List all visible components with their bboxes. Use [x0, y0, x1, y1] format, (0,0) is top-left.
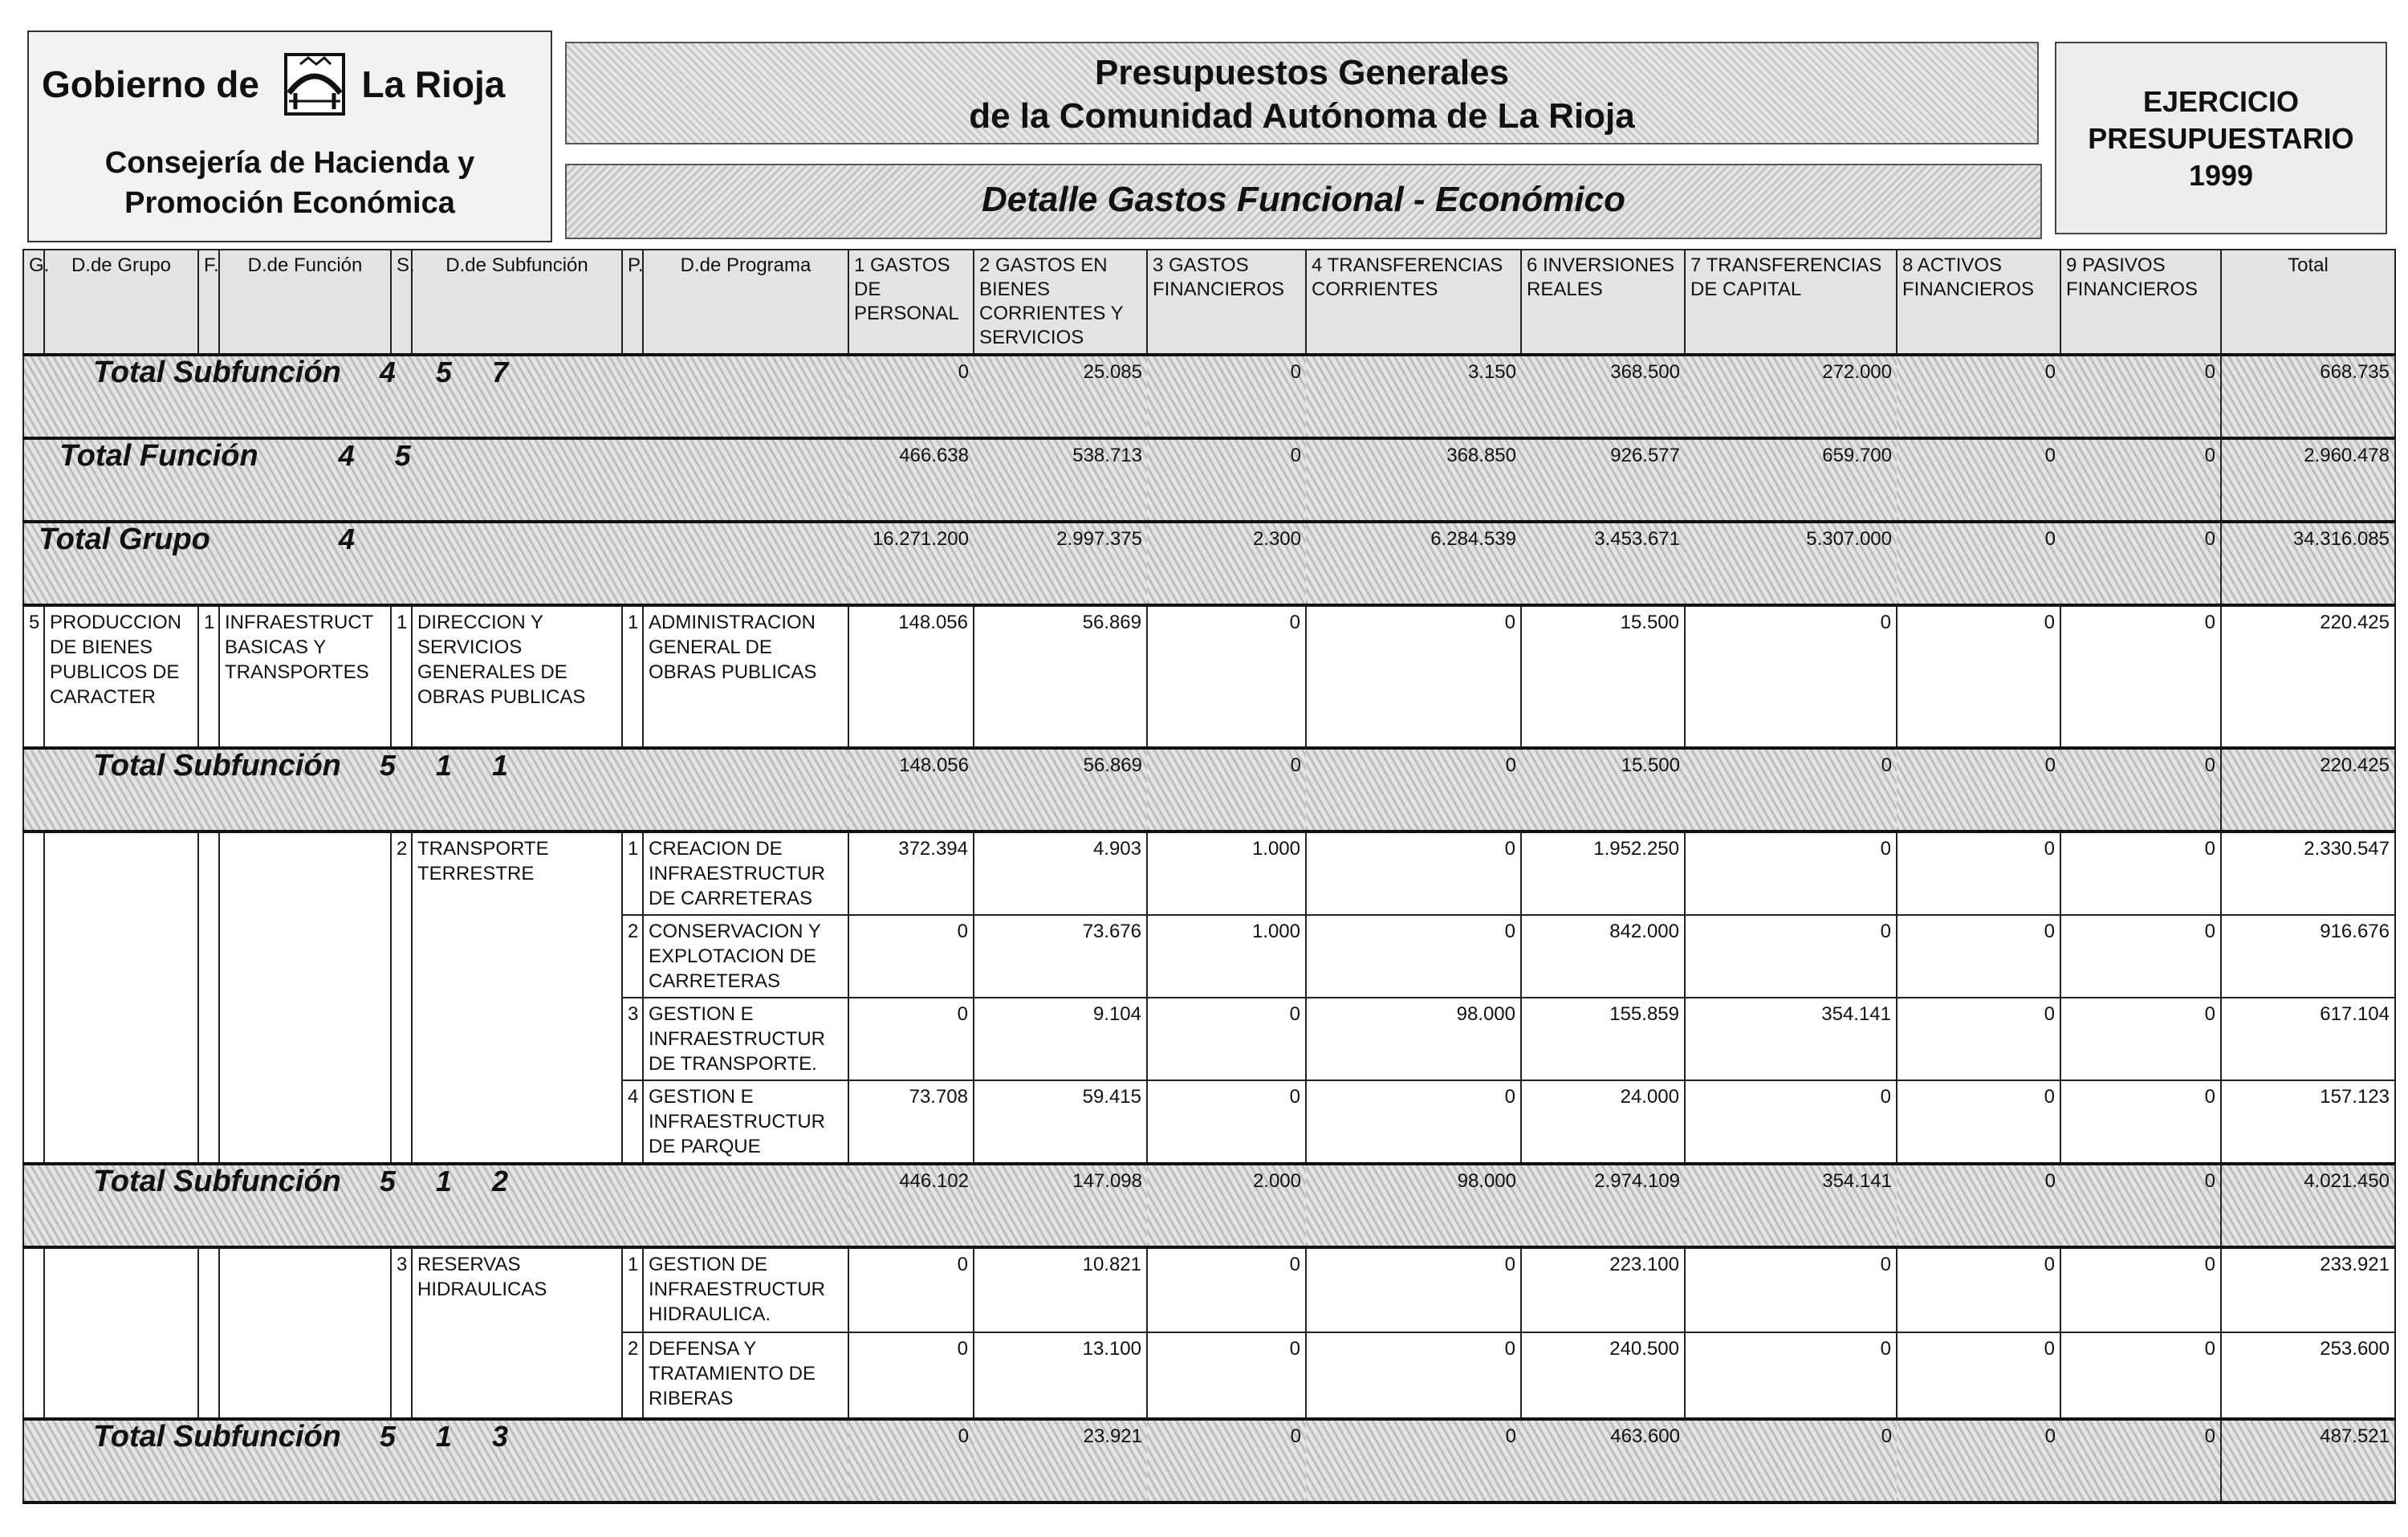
- cell-value: 56.869: [974, 605, 1147, 748]
- col-total: Total: [2221, 250, 2395, 355]
- cell-value: 0: [2060, 1332, 2221, 1419]
- exercise-year: 1999: [2188, 159, 2254, 192]
- programa-desc: GESTION E INFRAESTRUCTUR DE PARQUE: [643, 1080, 848, 1164]
- cell-value: 0: [1147, 998, 1306, 1080]
- subfuncion-code: 2: [391, 832, 412, 1164]
- total-value: 0: [1685, 748, 1897, 832]
- total-value: 220.425: [2221, 748, 2395, 832]
- total-value: 4.021.450: [2221, 1164, 2395, 1247]
- gov-name: La Rioja: [361, 63, 506, 105]
- total-label: Total Subfunción: [93, 356, 341, 389]
- total-code: 5 1 3: [379, 1420, 524, 1453]
- cell-value: 0: [1685, 605, 1897, 748]
- total-value: 0: [1897, 748, 2060, 832]
- cell-value: 220.425: [2221, 605, 2395, 748]
- total-value: 0: [1306, 1419, 1521, 1502]
- cell-value: 155.859: [1521, 998, 1685, 1080]
- total-value: 56.869: [974, 748, 1147, 832]
- department-line: Consejería de Hacienda y: [104, 146, 475, 180]
- total-value: 659.700: [1685, 438, 1897, 522]
- total-value: 463.600: [1521, 1419, 1685, 1502]
- total-value: 538.713: [974, 438, 1147, 522]
- cell-value: 0: [1306, 1080, 1521, 1164]
- total-label: Total Subfunción: [93, 1420, 341, 1454]
- total-value: 0: [2060, 1419, 2221, 1502]
- programa-code: 1: [622, 605, 643, 748]
- grupo-code-empty: [23, 1247, 44, 1419]
- title-line: de la Comunidad Autónoma de La Rioja: [969, 96, 1635, 136]
- programa-code: 1: [622, 832, 643, 915]
- cell-value: 10.821: [974, 1247, 1147, 1332]
- total-row: [23, 1419, 2395, 1502]
- cell-value: 0: [2060, 605, 2221, 748]
- total-value: 34.316.085: [2221, 522, 2395, 605]
- col-programa: D.de Programa: [643, 250, 848, 355]
- total-value: 0: [2060, 438, 2221, 522]
- col-personal: 1 GASTOS DE PERSONAL: [848, 250, 974, 355]
- total-value: 0: [1685, 1419, 1897, 1502]
- column-header-row: [23, 250, 2395, 355]
- cell-value: 1.000: [1147, 915, 1306, 998]
- total-value: 147.098: [974, 1164, 1147, 1247]
- col-p: P.: [622, 250, 643, 355]
- total-value: 926.577: [1521, 438, 1685, 522]
- cell-value: 0: [1897, 605, 2060, 748]
- programa-desc: CONSERVACION Y EXPLOTACION DE CARRETERAS: [643, 915, 848, 998]
- cell-value: 0: [2060, 998, 2221, 1080]
- col-financieros: 3 GASTOS FINANCIEROS: [1147, 250, 1306, 355]
- department-line: Promoción Económica: [124, 186, 455, 220]
- cell-value: 233.921: [2221, 1247, 2395, 1332]
- cell-value: 223.100: [1521, 1247, 1685, 1332]
- funcion-desc-empty: [219, 1247, 391, 1419]
- cell-value: 98.000: [1306, 998, 1521, 1080]
- cell-value: 0: [1306, 1247, 1521, 1332]
- total-value: 0: [2060, 355, 2221, 438]
- cell-value: 0: [848, 1247, 974, 1332]
- total-value: 2.960.478: [2221, 438, 2395, 522]
- col-funcion: D.de Función: [219, 250, 391, 355]
- document-header: [22, 26, 2394, 247]
- total-code: 5 1 2: [379, 1165, 524, 1197]
- total-code: 4 5 7: [379, 356, 524, 388]
- programa-code: 3: [622, 998, 643, 1080]
- cell-value: 0: [1147, 1332, 1306, 1419]
- cell-value: 253.600: [2221, 1332, 2395, 1419]
- total-row: [23, 1164, 2395, 1247]
- total-value: 3.150: [1306, 355, 1521, 438]
- total-label-cell: [23, 1164, 848, 1247]
- total-code: 4 5: [338, 439, 427, 472]
- cell-value: 240.500: [1521, 1332, 1685, 1419]
- budget-page: [22, 26, 2394, 1454]
- cell-value: 0: [1685, 1332, 1897, 1419]
- cell-value: 2.330.547: [2221, 832, 2395, 915]
- total-row: [23, 355, 2395, 438]
- cell-value: 0: [1306, 832, 1521, 915]
- programa-code: 2: [622, 915, 643, 998]
- total-value: 368.500: [1521, 355, 1685, 438]
- cell-value: 0: [1897, 1080, 2060, 1164]
- total-value: 0: [1897, 1419, 2060, 1502]
- cell-value: 0: [2060, 915, 2221, 998]
- grupo-desc-empty: [44, 1247, 198, 1419]
- total-row: [23, 522, 2395, 605]
- cell-value: 0: [1306, 915, 1521, 998]
- government-box: [27, 30, 552, 242]
- document-subtitle: Detalle Gastos Funcional - Económico: [565, 164, 2042, 239]
- cell-value: 0: [2060, 1080, 2221, 1164]
- col-inversiones: 6 INVERSIONES REALES: [1521, 250, 1685, 355]
- exercise-box: [2055, 42, 2387, 234]
- col-bienes: 2 GASTOS EN BIENES CORRIENTES Y SERVICIOS: [974, 250, 1147, 355]
- exercise-line: PRESUPUESTARIO: [2088, 122, 2354, 155]
- grupo-desc-empty: [44, 832, 198, 1164]
- cell-value: 0: [1897, 1247, 2060, 1332]
- cell-value: 0: [1306, 605, 1521, 748]
- cell-value: 148.056: [848, 605, 974, 748]
- cell-value: 0: [2060, 1247, 2221, 1332]
- cell-value: 617.104: [2221, 998, 2395, 1080]
- total-value: 6.284.539: [1306, 522, 1521, 605]
- programa-code: 2: [622, 1332, 643, 1419]
- exercise-line: EJERCICIO: [2142, 85, 2300, 118]
- total-value: 0: [1897, 1164, 2060, 1247]
- total-value: 5.307.000: [1685, 522, 1897, 605]
- total-label-cell: [23, 438, 848, 522]
- programa-desc: GESTION E INFRAESTRUCTUR DE TRANSPORTE.: [643, 998, 848, 1080]
- cell-value: 354.141: [1685, 998, 1897, 1080]
- subfuncion-code: 3: [391, 1247, 412, 1419]
- budget-table: [22, 249, 2396, 1504]
- cell-value: 0: [1897, 915, 2060, 998]
- total-code: 4: [338, 522, 371, 555]
- cell-value: 0: [848, 998, 974, 1080]
- total-value: 668.735: [2221, 355, 2395, 438]
- cell-value: 0: [1897, 832, 2060, 915]
- total-value: 272.000: [1685, 355, 1897, 438]
- government-title: [42, 53, 505, 116]
- total-label-cell: [23, 748, 848, 832]
- total-value: 0: [1147, 355, 1306, 438]
- total-value: 354.141: [1685, 1164, 1897, 1247]
- department-name: [29, 143, 551, 223]
- col-pasivos: 9 PASIVOS FINANCIEROS: [2060, 250, 2221, 355]
- subfuncion-desc: TRANSPORTE TERRESTRE: [412, 832, 622, 1164]
- cell-value: 0: [1147, 1247, 1306, 1332]
- table-row: [23, 605, 2395, 748]
- funcion-code-empty: [198, 1247, 219, 1419]
- grupo-code-empty: [23, 832, 44, 1164]
- programa-code: 4: [622, 1080, 643, 1164]
- total-value: 23.921: [974, 1419, 1147, 1502]
- gov-prefix: Gobierno de: [42, 63, 259, 105]
- total-value: 0: [1897, 522, 2060, 605]
- total-label: Total Subfunción: [93, 1165, 341, 1198]
- total-label-cell: [23, 355, 848, 438]
- total-value: 2.997.375: [974, 522, 1147, 605]
- total-value: 0: [1306, 748, 1521, 832]
- total-row: [23, 438, 2395, 522]
- total-value: 0: [1147, 748, 1306, 832]
- total-value: 16.271.200: [848, 522, 974, 605]
- cell-value: 0: [1897, 998, 2060, 1080]
- title-line: Presupuestos Generales: [1094, 53, 1509, 92]
- programa-desc: DEFENSA Y TRATAMIENTO DE RIBERAS: [643, 1332, 848, 1419]
- funcion-code: 1: [198, 605, 219, 748]
- cell-value: 0: [1685, 1080, 1897, 1164]
- cell-value: 0: [1685, 915, 1897, 998]
- cell-value: 15.500: [1521, 605, 1685, 748]
- cell-value: 0: [1897, 1332, 2060, 1419]
- total-label-cell: [23, 522, 848, 605]
- total-label: Total Función: [59, 439, 258, 473]
- total-value: 0: [2060, 522, 2221, 605]
- cell-value: 157.123: [2221, 1080, 2395, 1164]
- total-value: 2.974.109: [1521, 1164, 1685, 1247]
- total-value: 2.000: [1147, 1164, 1306, 1247]
- col-subfuncion: D.de Subfunción: [412, 250, 622, 355]
- total-label-cell: [23, 1419, 848, 1502]
- cell-value: 1.000: [1147, 832, 1306, 915]
- cell-value: 24.000: [1521, 1080, 1685, 1164]
- total-value: 148.056: [848, 748, 974, 832]
- cell-value: 9.104: [974, 998, 1147, 1080]
- cell-value: 0: [1685, 1247, 1897, 1332]
- cell-value: 1.952.250: [1521, 832, 1685, 915]
- total-value: 368.850: [1306, 438, 1521, 522]
- cell-value: 73.676: [974, 915, 1147, 998]
- total-value: 0: [2060, 1164, 2221, 1247]
- total-value: 0: [1147, 438, 1306, 522]
- total-value: 0: [848, 1419, 974, 1502]
- col-transf-capital: 7 TRANSFERENCIAS DE CAPITAL: [1685, 250, 1897, 355]
- cell-value: 13.100: [974, 1332, 1147, 1419]
- funcion-code-empty: [198, 832, 219, 1164]
- cell-value: 372.394: [848, 832, 974, 915]
- la-rioja-logo-icon: [284, 53, 345, 116]
- cell-value: 0: [2060, 832, 2221, 915]
- col-transf-corrientes: 4 TRANSFERENCIAS CORRIENTES: [1306, 250, 1521, 355]
- total-value: 487.521: [2221, 1419, 2395, 1502]
- cell-value: 4.903: [974, 832, 1147, 915]
- col-grupo: D.de Grupo: [44, 250, 198, 355]
- cell-value: 0: [848, 915, 974, 998]
- cell-value: 0: [1147, 605, 1306, 748]
- total-value: 0: [1147, 1419, 1306, 1502]
- cell-value: 0: [848, 1332, 974, 1419]
- cell-value: 0: [1685, 832, 1897, 915]
- subfuncion-code: 1: [391, 605, 412, 748]
- total-value: 25.085: [974, 355, 1147, 438]
- cell-value: 842.000: [1521, 915, 1685, 998]
- table-row: [23, 832, 2395, 915]
- total-value: 3.453.671: [1521, 522, 1685, 605]
- cell-value: 916.676: [2221, 915, 2395, 998]
- grupo-code: 5: [23, 605, 44, 748]
- budget-body: [23, 355, 2395, 1502]
- total-value: 0: [2060, 748, 2221, 832]
- col-activos: 8 ACTIVOS FINANCIEROS: [1897, 250, 2060, 355]
- cell-value: 0: [1306, 1332, 1521, 1419]
- total-value: 98.000: [1306, 1164, 1521, 1247]
- total-value: 2.300: [1147, 522, 1306, 605]
- total-code: 5 1 1: [379, 749, 524, 782]
- total-label: Total Grupo: [39, 522, 210, 556]
- subfuncion-desc: DIRECCION Y SERVICIOS GENERALES DE OBRAS PUBLICAS: [412, 605, 622, 748]
- cell-value: 0: [1147, 1080, 1306, 1164]
- document-title: [565, 42, 2039, 144]
- programa-desc: GESTION DE INFRAESTRUCTUR HIDRAULICA.: [643, 1247, 848, 1332]
- total-value: 466.638: [848, 438, 974, 522]
- programa-desc: CREACION DE INFRAESTRUCTUR DE CARRETERAS: [643, 832, 848, 915]
- cell-value: 73.708: [848, 1080, 974, 1164]
- col-s: S.: [391, 250, 412, 355]
- funcion-desc-empty: [219, 832, 391, 1164]
- programa-code: 1: [622, 1247, 643, 1332]
- total-label: Total Subfunción: [93, 749, 341, 783]
- col-f: F.: [198, 250, 219, 355]
- grupo-desc: PRODUCCION DE BIENES PUBLICOS DE CARACTER: [44, 605, 198, 748]
- subfuncion-desc: RESERVAS HIDRAULICAS: [412, 1247, 622, 1419]
- total-value: 15.500: [1521, 748, 1685, 832]
- total-value: 446.102: [848, 1164, 974, 1247]
- cell-value: 59.415: [974, 1080, 1147, 1164]
- table-row: [23, 1247, 2395, 1332]
- total-value: 0: [1897, 355, 2060, 438]
- funcion-desc: INFRAESTRUCT BASICAS Y TRANSPORTES: [219, 605, 391, 748]
- total-row: [23, 748, 2395, 832]
- col-g: G.: [23, 250, 44, 355]
- total-value: 0: [1897, 438, 2060, 522]
- programa-desc: ADMINISTRACION GENERAL DE OBRAS PUBLICAS: [643, 605, 848, 748]
- total-value: 0: [848, 355, 974, 438]
